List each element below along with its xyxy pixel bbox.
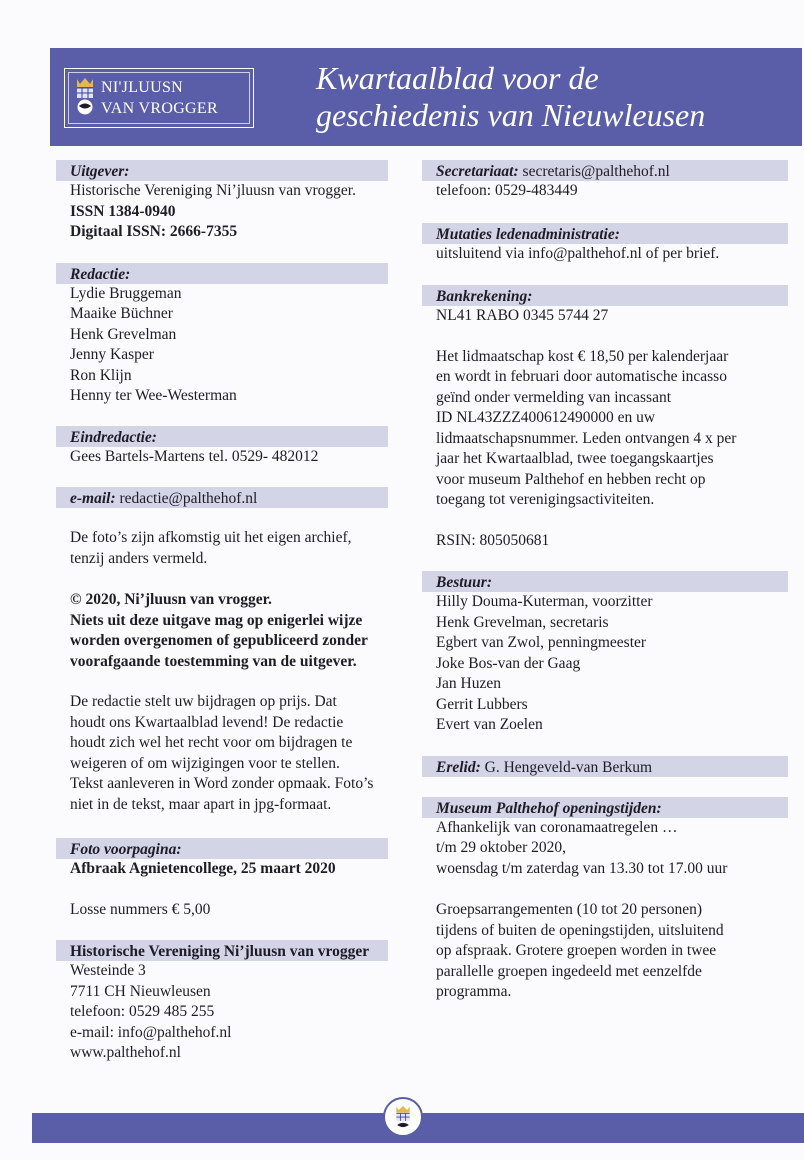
membership-line: ID NL43ZZZ400612490000 en uw xyxy=(436,409,656,426)
section-header-foto-voorpagina: Foto voorpagina: xyxy=(56,838,388,859)
group-line: tijdens of buiten de openingstijden, uitsluitend xyxy=(436,921,724,939)
footer-crest xyxy=(383,1097,423,1137)
section-header-redactie: Redactie: xyxy=(56,263,388,284)
copyright-line: Niets uit deze uitgave mag op enigerlei wijze xyxy=(70,611,363,629)
erelid-label: Erelid: xyxy=(436,758,481,776)
list-item: Lydie Bruggeman xyxy=(70,284,182,302)
title-line2: geschiedenis van Nieuwleusen xyxy=(316,97,706,133)
section-header-mutaties: Mutaties ledenadministratie: xyxy=(422,223,788,244)
opening-line: woensdag t/m zaterdag van 13.30 tot 17.00 uur xyxy=(436,859,728,877)
website-line: www.palthehof.nl xyxy=(70,1044,181,1061)
group-line: op afspraak. Grotere groepen worden in twee xyxy=(436,942,717,959)
right-column xyxy=(422,160,788,1003)
group-line: Groepsarrangementen (10 tot 20 personen) xyxy=(436,901,702,918)
list-item: Henny ter Wee-Westerman xyxy=(70,387,237,404)
crest-icon xyxy=(73,77,97,117)
phone-line: telefoon: 0529 485 255 xyxy=(70,1003,215,1020)
address-line: Westeinde 3 xyxy=(70,962,146,979)
redactie-note-line: houdt ons Kwartaalblad levend! De redactie xyxy=(70,713,344,731)
section-header-bankrekening: Bankrekening: xyxy=(422,285,788,306)
list-item: Jan Huzen xyxy=(436,675,501,692)
bestuur-body xyxy=(422,592,788,736)
redactie-note-line: houdt zich wel het recht voor om bijdragen te xyxy=(70,734,353,751)
secretariaat-label: Secretariaat: xyxy=(436,163,519,180)
membership-paragraph xyxy=(436,347,788,511)
email-value: redactie@palthehof.nl xyxy=(119,490,258,507)
copyright-notice xyxy=(56,590,388,672)
section-header-secretariaat xyxy=(422,160,788,181)
section-header-erelid xyxy=(422,756,788,777)
photos-note-line: tenzij anders vermeld. xyxy=(70,549,208,567)
list-item: Evert van Zoelen xyxy=(436,716,543,733)
mutaties-line: uitsluitend via info@palthehof.nl of per brief. xyxy=(436,244,720,262)
opening-line: t/m 29 oktober 2020, xyxy=(436,839,567,856)
secretariaat-body xyxy=(422,181,788,202)
opening-line: Afhankelijk van coronamaatregelen … xyxy=(436,818,678,836)
museum-body xyxy=(422,818,788,1003)
section-header-bestuur: Bestuur: xyxy=(422,571,788,592)
list-item: Gerrit Lubbers xyxy=(436,695,528,713)
redactie-note-line: De redactie stelt uw bijdragen op prijs. Dat xyxy=(70,693,337,710)
email-label: e-mail: xyxy=(70,490,116,507)
membership-line: toegang tot verenigingsactiviteiten. xyxy=(436,491,655,508)
title-line1: Kwartaalblad voor de xyxy=(316,60,599,96)
section-header-eindredactie: Eindredactie: xyxy=(56,426,388,447)
publication-title xyxy=(316,60,705,134)
membership-line: geïnd onder vermelding van incassant xyxy=(436,388,672,406)
secretariaat-email: secretaris@palthehof.nl xyxy=(522,163,670,180)
price-line: Losse nummers € 5,00 xyxy=(70,900,211,918)
address-line: 7711 CH Nieuwleusen xyxy=(70,982,211,1000)
membership-line: lidmaatschapsnummer. Leden ontvangen 4 x per xyxy=(436,429,737,447)
membership-line: voor museum Palthehof en hebben recht op xyxy=(436,470,706,488)
list-item: Egbert van Zwol, penningmeester xyxy=(436,634,647,651)
list-item: Maaike Büchner xyxy=(70,305,173,322)
section-header-museum: Museum Palthehof openingstijden: xyxy=(422,797,788,818)
logo-text-line1: NI'JLUUSN xyxy=(101,79,184,96)
vereniging-body xyxy=(56,961,388,1064)
list-item: Hilly Douma-Kuterman, voorzitter xyxy=(436,593,653,610)
cover-photo-caption: Afbraak Agnietencollege, 25 maart 2020 xyxy=(70,860,336,877)
group-line: parallelle groepen ingedeeld met eenzelfde xyxy=(436,962,702,980)
erelid-value: G. Hengeveld-van Berkum xyxy=(484,758,653,776)
rsin-line: RSIN: 805050681 xyxy=(436,531,550,549)
group-line: programma. xyxy=(436,983,512,1000)
digital-issn-line: Digitaal ISSN: 2666-7355 xyxy=(70,223,238,240)
redactie-note xyxy=(56,692,388,815)
photos-note-line: De foto’s zijn afkomstig uit het eigen archief, xyxy=(70,529,352,546)
single-issue-price xyxy=(56,900,388,921)
copyright-line: voorafgaande toestemming van de uitgever. xyxy=(70,652,357,670)
membership-line: jaar het Kwartaalblad, twee toegangskaartjes xyxy=(436,450,714,467)
redactie-body xyxy=(56,284,388,407)
membership-line: en wordt in februari door automatische incasso xyxy=(436,368,727,385)
mutaties-body xyxy=(422,244,788,265)
list-item: Jenny Kasper xyxy=(70,346,154,363)
left-column xyxy=(56,160,388,1064)
publisher-line: Historische Vereniging Ni’jluusn van vrogger. xyxy=(70,182,356,199)
redactie-note-line: niet in de tekst, maar apart in jpg-formaat. xyxy=(70,795,332,813)
list-item: Joke Bos-van der Gaag xyxy=(436,654,581,672)
list-item: Ron Klijn xyxy=(70,366,132,384)
logo-text-line2: VAN VROGGER xyxy=(101,100,218,117)
redactie-note-line: weigeren of om wijzigingen voor te stellen. xyxy=(70,754,340,772)
list-item: Henk Grevelman, secretaris xyxy=(436,613,609,631)
section-header-uitgever: Uitgever: xyxy=(56,160,388,181)
issn-line: ISSN 1384-0940 xyxy=(70,202,176,220)
header-banner xyxy=(50,48,802,146)
copyright-line: © 2020, Ni’jluusn van vrogger. xyxy=(70,591,272,608)
iban-line: NL41 RABO 0345 5744 27 xyxy=(436,307,609,324)
uitgever-body xyxy=(56,181,388,243)
email-line: e-mail: info@palthehof.nl xyxy=(70,1023,232,1041)
logo xyxy=(64,68,254,128)
redactie-note-line: Tekst aanleveren in Word zonder opmaak. Foto’s xyxy=(70,775,374,792)
eindredactie-body xyxy=(56,447,388,468)
foto-voorpagina-body xyxy=(56,859,388,880)
eindredactie-line: Gees Bartels-Martens tel. 0529- 482012 xyxy=(70,447,319,465)
bank-body xyxy=(422,306,788,551)
section-header-email xyxy=(56,487,388,508)
copyright-line: worden overgenomen of gepubliceerd zonder xyxy=(70,632,368,649)
secretariaat-phone: telefoon: 0529-483449 xyxy=(436,182,578,199)
photos-note xyxy=(56,528,388,569)
group-paragraph xyxy=(436,900,788,1003)
section-header-vereniging: Historische Vereniging Ni’jluusn van vrogger xyxy=(56,940,388,961)
membership-line: Het lidmaatschap kost € 18,50 per kalenderjaar xyxy=(436,347,729,365)
crest-icon xyxy=(393,1104,413,1131)
list-item: Henk Grevelman xyxy=(70,325,177,343)
